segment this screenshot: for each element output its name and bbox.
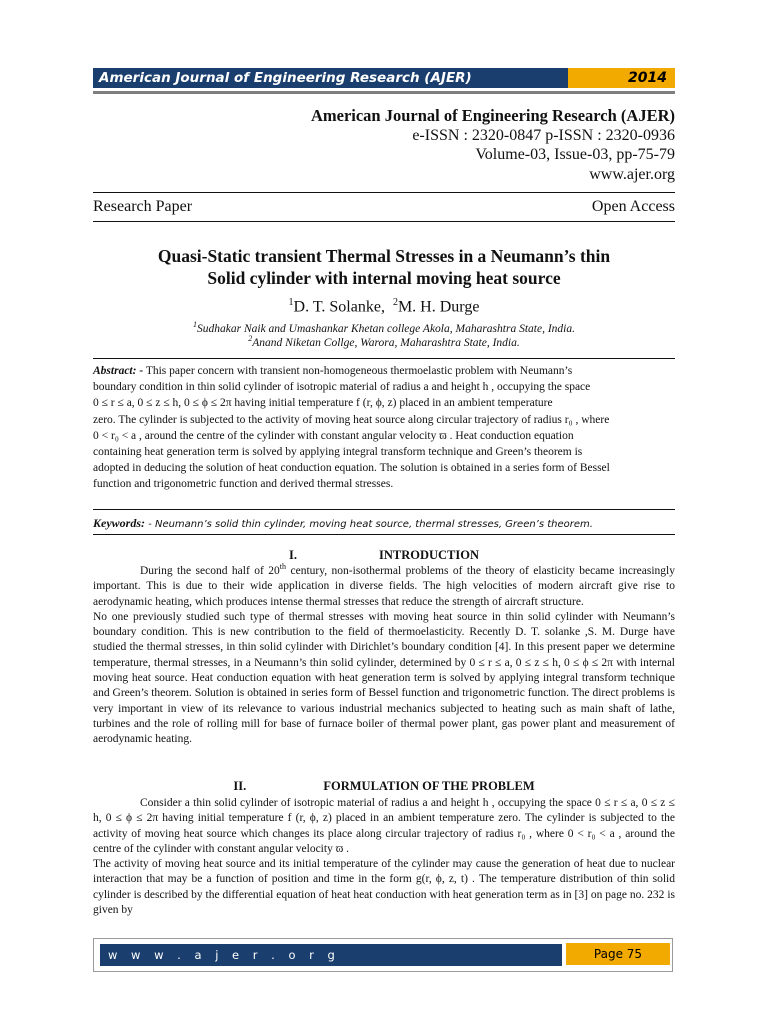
paper-type: Research Paper: [93, 198, 193, 215]
affiliation-2: [93, 334, 675, 349]
journal-banner-title: American Journal of Engineering Research (AJER): [93, 68, 568, 88]
affiliation-1-sup: 1: [193, 320, 197, 329]
affiliation-1: [93, 320, 675, 335]
author2: M. H. Durge: [397, 298, 480, 316]
abstract-label: Abstract: -: [93, 365, 144, 377]
author1: D. T. Solanke,: [293, 298, 385, 316]
journal-info: [311, 106, 675, 184]
journal-website[interactable]: www.ajer.org: [589, 165, 675, 183]
journal-header-banner: [93, 68, 675, 94]
intro-p1-sup: th: [279, 562, 287, 572]
section-2-title: FORMULATION OF THE PROBLEM: [323, 779, 535, 793]
abstract-line4: zero. The cylinder is subjected to the activity of moving heat source along circular trajectory of radius r₀ , where: [93, 413, 610, 426]
keywords-bottom-rule: [93, 534, 675, 535]
abstract-line7: adopted in deducing the solution of heat conduction equation. The solution is obtained in a series form of Bessel: [93, 462, 610, 475]
section-2-number: II.: [233, 779, 247, 793]
journal-title: American Journal of Engineering Research (AJER): [310, 106, 675, 125]
keywords-top-rule: [93, 509, 675, 510]
paper-title: [93, 245, 675, 289]
keywords-text: - Neumann’s solid thin cylinder, moving heat source, thermal stresses, Green’s theorem.: [145, 519, 593, 530]
abstract-line1: This paper concern with transient non-homogeneous thermoelastic problem with Neumann’s: [143, 365, 573, 377]
author1-sup: 1: [288, 297, 294, 308]
affiliation-2-text: Anand Niketan Collge, Warora, Maharashtra State, India.: [252, 336, 520, 349]
abstract-line3: 0 ≤ r ≤ a, 0 ≤ z ≤ h, 0 ≤ ϕ ≤ 2π having initial temperature f (r, ϕ, z) placed in an ambient temperature: [93, 397, 553, 410]
intro-paragraph-1: [93, 564, 675, 610]
access-type: Open Access: [591, 198, 675, 215]
section-1-body: [93, 564, 675, 748]
abstract-line5: 0 < r₀ < a , around the centre of the cylinder with constant angular velocity ϖ . Heat conduction equation: [93, 429, 574, 442]
paper-title-line1: Quasi-Static transient Thermal Stresses in a Neumann’s thin: [157, 246, 611, 266]
section-1-number: I.: [288, 548, 297, 562]
section-1-title: INTRODUCTION: [378, 548, 479, 562]
abstract-line2: boundary condition in thin solid cylinder of isotropic material of radius a and height h , occupying the space: [93, 381, 591, 394]
bottom-rule: [93, 221, 675, 222]
section-2-body: [93, 796, 675, 918]
formulation-paragraph-2: The activity of moving heat source and its initial temperature of the cylinder may cause the generation of heat due to nuclear interaction that may be a function of position and time in the form g(r, ϕ, z, t) . The temperature distribution of thin solid cylinder is described by the differential equation of heat heat conduction with heat generation term as in [3] on page no. 232 is given by: [93, 858, 675, 917]
author-list: [93, 297, 675, 316]
section-1-heading: [93, 548, 675, 563]
intro-paragraph-2: No one previously studied such type of thermal stresses with moving heat source in thin solid cylinder with Neumann’s boundary condition. This is new contribution to the field of thermoelasticity. Recently D. T. solanke ,S. M. Durge have studied the thermal stresses, in thin solid cylinder with Dirichlet’s boundary condition [4]. In this present paper we determine temperature, thermal stresses, in a Neumann’s thin solid cylinder, determined by 0 ≤ r ≤ a, 0 ≤ z ≤ h, 0 ≤ ϕ ≤ 2π with internal moving heat source. Heat conduction equation with heat generation term is solved by applying integral transform technique and Green’s theorem. Solution is obtained in series form of Bessel function and trigonometric function. The direct problems is very important in view of its relevance to various industrial mechanics subjected to heating such as main shaft of lathe, turbines and the role of rolling mill for base of furnace boiler of thermal power plant, gas power plant and measurement of aerodynamic heating.: [93, 610, 675, 746]
abstract: [93, 363, 675, 493]
abstract-line6: containing heat generation term is solved by applying integral transform technique and Green’s theorem is: [93, 446, 583, 459]
section-2-heading: [93, 779, 675, 794]
journal-banner-year: 2014: [568, 68, 675, 88]
keywords-label: Keywords:: [93, 516, 145, 530]
author2-sup: 2: [392, 297, 398, 308]
abstract-top-rule: [93, 358, 675, 359]
formulation-paragraph-1: Consider a thin solid cylinder of isotropic material of radius a and height h , occupying the space 0 ≤ r ≤ a, 0 ≤ z ≤ h, 0 ≤ ϕ ≤ 2π having initial temperature f (r, ϕ, z) placed in an ambient temperature zero. The cylinder is subjected to the activity of moving heat source which changes its place along circular trajectory of radius r₀ , where 0 < r₀ < a , around the centre of the cylinder with constant angular velocity ϖ .: [93, 797, 675, 855]
paper-title-line2: Solid cylinder with internal moving heat source: [207, 268, 561, 288]
keywords: [93, 516, 675, 531]
journal-issn: e-ISSN : 2320-0847 p-ISSN : 2320-0936: [412, 126, 675, 144]
footer-page-number: Page 75: [566, 943, 670, 965]
journal-volume: Volume-03, Issue-03, pp-75-79: [475, 146, 675, 163]
intro-p1-part-a: During the second half of 20: [140, 565, 280, 577]
top-rule: [93, 192, 675, 193]
affiliation-2-sup: 2: [248, 334, 253, 343]
paper-type-row: [93, 198, 675, 218]
intro-p1-part-b: century, non-isothermal problems of the theory of elasticity became increasingly important. This is due to their wide application in diverse fields. The high velocities of modern aircraft give rise to aerodynamic heating, which produces intense thermal stresses that reduce the strength of aircraft structure.: [93, 565, 676, 608]
abstract-line8: function and trigonometric function and derived thermal stresses.: [93, 478, 394, 491]
affiliation-1-text: Sudhakar Naik and Umashankar Khetan college Akola, Maharashtra State, India.: [197, 322, 575, 335]
footer-website[interactable]: w w w . a j e r . o r g: [100, 944, 562, 966]
